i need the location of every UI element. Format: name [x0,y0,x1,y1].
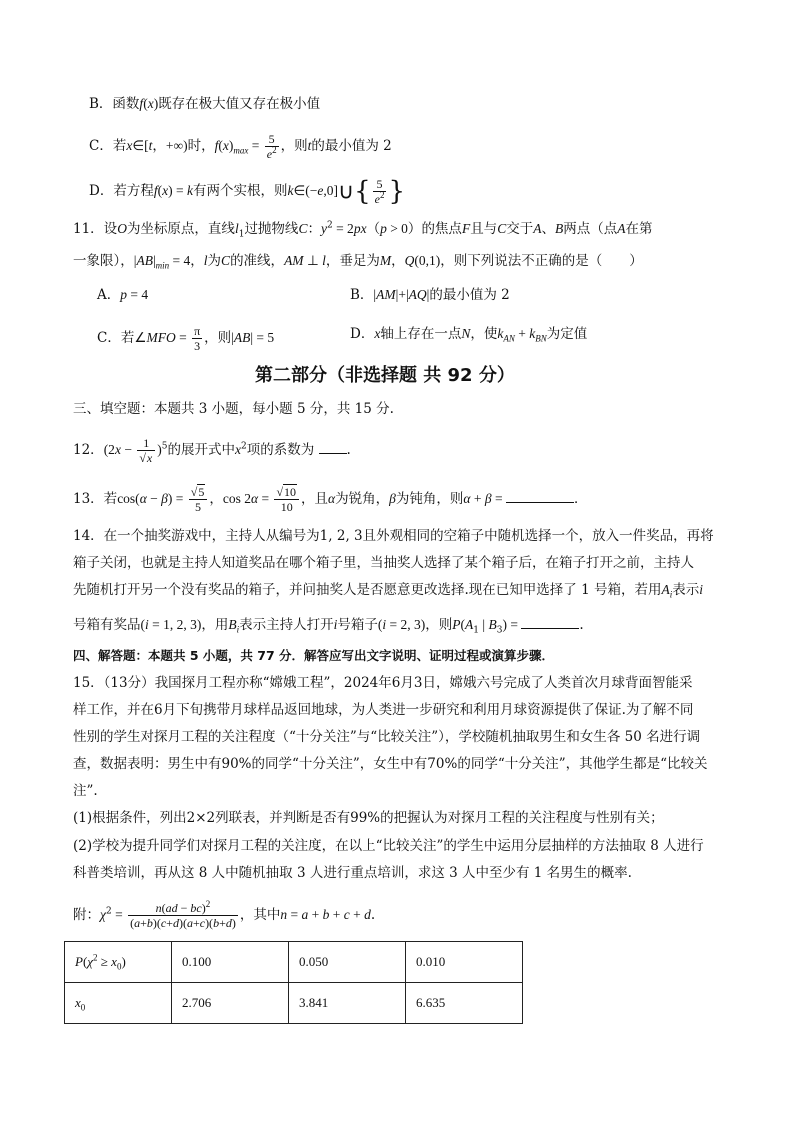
q10-option-b: B．函数f(x)既存在极大值又存在极小值 [89,96,321,112]
section4-heading: 四、解答题：本题共 5 小题，共 77 分．解答应写出文字说明、证明过程或演算步骤． [73,648,555,663]
chi-square-formula: 附：$\chi^2$ = $\frac{n(ad - bc)^2}{(a+b)(c+d)(a+c)(b+d)}$ ，其中n = a + b + c + d. [73,899,376,930]
q15-line1: 15．（13分）我国探月工程亦称“嫦娥工程”，2024年6月3日，嫦娥六号完成了人类首次月球背面智能采 [73,675,693,691]
q14-line3: 先随机打开另一个没有奖品的箱子，并问抽奖人是否愿意更改选择.现在已知甲选择了 1 号箱，若用$A_i$表示i [73,582,703,600]
table-header-cell: $x_0$ [65,983,172,1024]
q14-line2: 箱子关闭，也就是主持人知道奖品在哪个箱子里，当抽奖人选择了某个箱子后，在箱子打开之前，主持人 [73,555,694,571]
q15-sub1: (1)根据条件，列出2×2列联表，并判断是否有99%的把握认为对探月工程的关注程度与性别有关； [73,810,664,826]
q15-line3: 性别的学生对探月工程的关注程度（“十分关注”与“比较关注”），学校随机抽取男生和女生各 50 名进行调 [73,729,701,745]
q11-option-d: D．x轴上存在一点N，使$k_{AN} + k_{BN}$为定值 [350,326,588,344]
table-cell: 0.050 [289,942,406,983]
q14-line4: 号箱有奖品(i = 1, 2, 3)，用$B_i$表示主持人打开i号箱子(i = 2, 3)，则$P(A_1$ | $B_3$) = . [73,614,584,635]
table-header-cell: $P(\chi^2 \ge x_0)$ [65,942,172,983]
q11-stem-line2: 一象限），$|AB|_{min} = 4$，l为C的准线，AM ⊥ l，垂足为M，Q(0,1)，则下列说法不正确的是（ ） [73,253,643,271]
table-cell: 6.635 [406,983,523,1024]
table-cell: 0.010 [406,942,523,983]
q10-option-d: D．若方程f(x) = k有两个实根，则k∈(−e,0]∪{ $\frac{5}{e^2}$ } [89,176,405,207]
critical-value-table [64,941,523,1024]
q11-option-a: A．p = 4 [97,287,149,303]
q11-option-b: B．|AM|+|AQ|的最小值为 2 [350,287,510,303]
table-row [65,983,523,1024]
table-row [65,942,523,983]
q13: 13．若cos(α − β) = $\frac{√5}{5}$ ，cos 2α = $\frac{√10}{10}$ ，且α为锐角，β为钝角，则α + β = ． [73,485,588,514]
q15-line4: 查，数据表明：男生中有90%的同学“十分关注”，女生中有70%的同学“十分关注”，其他学生都是“比较关 [73,756,708,772]
table-cell: 0.100 [172,942,289,983]
q15-sub2-line2: 科普类培训，再从这 8 人中随机抽取 3 人进行重点培训，求这 3 人中至少有 1 名男生的概率. [73,865,632,881]
q10-option-c: C．若x∈[t，+∞)时，$f(x)_{max}$ = $\frac{5}{e^2}$ ，则t的最小值为 2 [89,132,392,161]
q11-stem-line1: 11．设O为坐标原点，直线$l_1$过抛物线C：$y^2 = 2px(p > 0)$的焦点F且与C交于A、B两点（点A在第 [73,220,653,240]
section3-heading: 三、填空题：本题共 3 小题，每小题 5 分，共 15 分. [73,401,394,417]
q14-line1: 14．在一个抽奖游戏中，主持人从编号为1, 2, 3且外观相同的空箱子中随机选择一个，放入一件奖品，再将 [73,528,714,544]
part2-title: 第二部分（非选择题 共 92 分） [255,365,515,386]
q15-line2: 样工作，并在6月下旬携带月球样品返回地球，为人类进一步研究和利用月球资源提供了保证.为了解不同 [73,702,694,718]
q15-sub2-line1: (2)学校为提升同学们对探月工程的关注度，在以上“比较关注”的学生中运用分层抽样的方法抽取 8 人进行 [73,838,704,854]
q12: 12．(2x − $\frac{1}{√x}$ )$^5$的展开式中$x^2$项的系数为 . [73,436,351,465]
q15-line5: 注”. [73,783,98,799]
q11-option-c: C．若∠MFO = $\frac{\pi}{3}$ ，则|AB| = 5 [97,324,275,353]
table-cell: 2.706 [172,983,289,1024]
table-cell: 3.841 [289,983,406,1024]
